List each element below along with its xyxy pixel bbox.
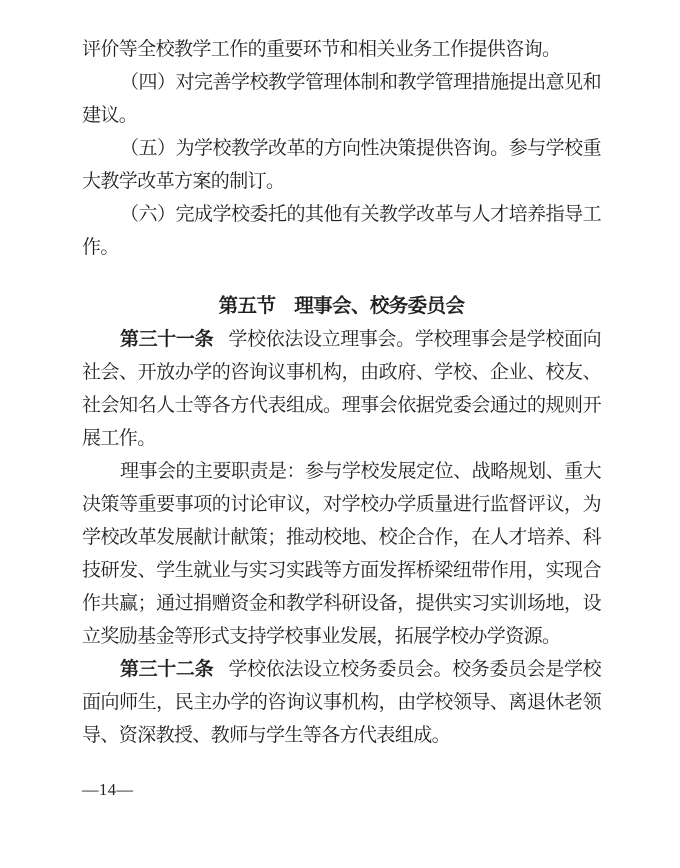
clause-item-six: （六）完成学校委托的其他有关教学改革与人才培养指导工作。: [82, 204, 601, 258]
article-32-text: 学校依法设立校务委员会。校务委员会是学校面向师生，民主办学的咨询议事机构，由学校领导、离退休老领导、资深教授、教师与学生等各方代表组成。: [82, 659, 601, 746]
clause-item-five: （五）为学校教学改革的方向性决策提供咨询。参与学校重大教学改革方案的制订。: [82, 138, 601, 192]
clause-item-four: （四）对完善学校教学管理体制和教学管理措施提出意见和建议。: [82, 72, 601, 126]
section-heading: 第五节 理事会、校务委员会: [218, 296, 465, 317]
page-number: —14—: [82, 780, 134, 799]
council-duties-paragraph: 理事会的主要职责是：参与学校发展定位、战略规划、重大决策等重要事项的讨论审议，对学校办学质量进行监督评议，为学校改革发展献计献策；推动校地、校企合作，在人才培养、科技研发、学生就业与实习实践等方面发挥桥梁纽带作用，实现合作共赢；通过捐赠资金和教学科研设备，提供实习实训场地，设立奖励基金等形式支持学校事业发展，拓展学校办学资源。: [82, 461, 601, 647]
article-31-label: 第三十一条: [120, 329, 214, 350]
paragraph-continuation: 评价等全校教学工作的重要环节和相关业务工作提供咨询。: [82, 39, 561, 60]
article-32-label: 第三十二条: [120, 659, 214, 680]
article-31-text: 学校依法设立理事会。学校理事会是学校面向社会、开放办学的咨询议事机构，由政府、学校、企业、校友、社会知名人士等各方代表组成。理事会依据党委会通过的规则开展工作。: [82, 329, 601, 449]
article-31-paragraph: [82, 323, 601, 455]
page-body: [82, 33, 601, 752]
article-32-paragraph: [82, 653, 601, 752]
